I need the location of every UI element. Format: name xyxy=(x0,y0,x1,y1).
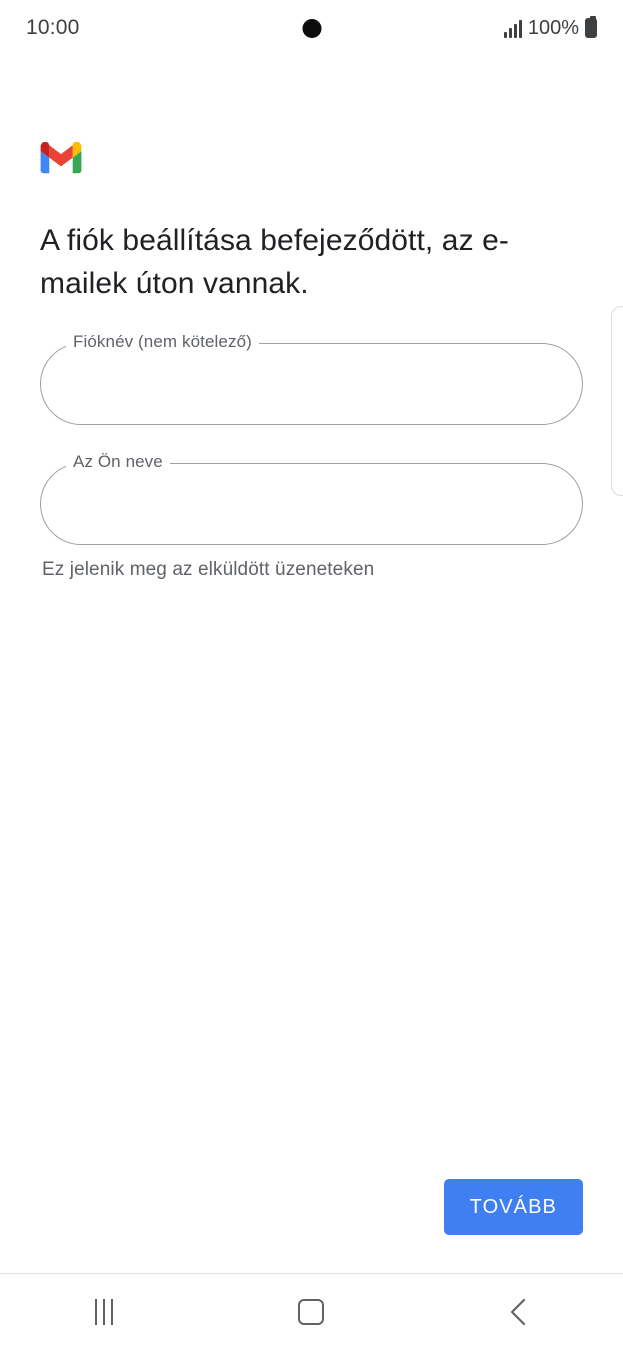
account-name-label: Fióknév (nem kötelező) xyxy=(66,332,259,352)
system-navigation-bar xyxy=(0,1273,623,1349)
back-button[interactable] xyxy=(477,1287,561,1337)
home-icon xyxy=(298,1299,324,1325)
recents-icon xyxy=(95,1299,113,1325)
main-content xyxy=(0,56,623,1273)
your-name-helper-text: Ez jelenik meg az elküldött üzeneteken xyxy=(42,559,375,581)
account-name-input[interactable] xyxy=(40,343,583,425)
action-row xyxy=(444,1179,583,1235)
status-icons xyxy=(504,18,597,38)
your-name-input[interactable] xyxy=(40,463,583,545)
next-button[interactable]: TOVÁBB xyxy=(444,1179,583,1235)
signal-bars-icon xyxy=(504,20,522,38)
offscreen-card-edge xyxy=(611,306,623,496)
status-time: 10:00 xyxy=(26,16,80,39)
account-name-field[interactable] xyxy=(40,332,583,425)
status-bar xyxy=(0,0,623,56)
page-title: A fiók beállítása befejeződött, az e-mailek úton vannak. xyxy=(40,224,509,300)
gmail-logo-icon xyxy=(40,142,82,174)
home-button[interactable] xyxy=(269,1287,353,1337)
your-name-field[interactable] xyxy=(40,452,583,545)
front-camera-punch-hole xyxy=(302,19,321,38)
battery-percent-label: 100% xyxy=(527,17,579,39)
back-chevron-icon xyxy=(506,1297,532,1327)
battery-full-icon xyxy=(585,18,597,38)
recents-button[interactable] xyxy=(62,1287,146,1337)
your-name-label: Az Ön neve xyxy=(66,452,170,472)
